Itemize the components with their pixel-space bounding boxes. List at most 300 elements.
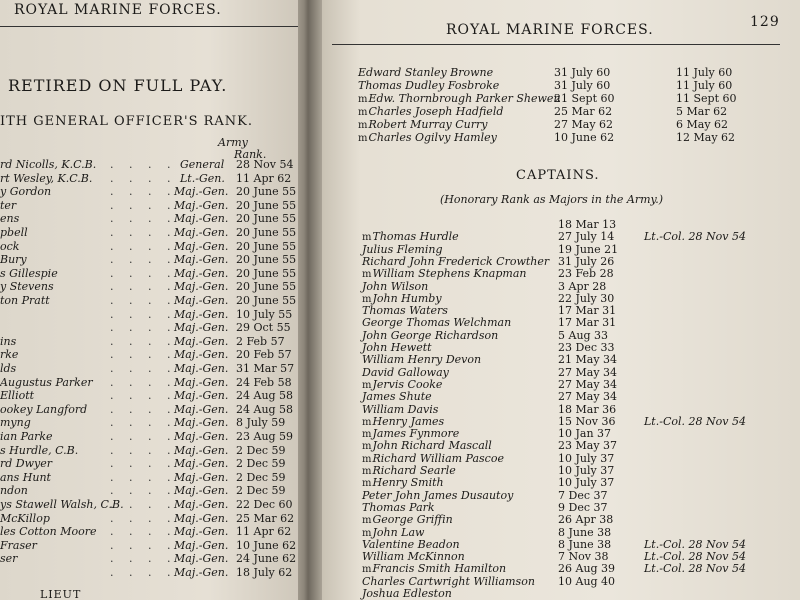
left-entry-row	[0, 280, 298, 294]
entry-date: 20 June 55	[236, 294, 297, 307]
captain-name-text: David Galloway	[362, 365, 449, 379]
officer-date-1: 27 May 62	[554, 118, 614, 131]
page-number: 129	[750, 14, 780, 30]
left-entry-row	[0, 348, 298, 362]
entry-name: ser	[0, 552, 18, 566]
entry-name: pbell	[0, 226, 28, 239]
leader-dots: . . . .	[110, 158, 177, 171]
left-entry-row	[0, 552, 298, 566]
leader-dots: . . . .	[110, 185, 177, 199]
left-entry-row	[0, 471, 298, 485]
officer-name	[358, 79, 499, 92]
captain-name-text: William Henry Devon	[362, 353, 482, 367]
leader-dots: . . . .	[110, 294, 177, 307]
leader-dots: . . . .	[110, 307, 177, 321]
entry-rank: Maj.-Gen.	[174, 498, 229, 511]
entry-date: 20 June 55	[236, 266, 297, 280]
leader-dots: . . . .	[110, 239, 177, 253]
captain-date: 3 Apr 28	[558, 279, 607, 293]
left-entry-row	[0, 362, 298, 376]
leader-dots: . . . .	[110, 226, 177, 239]
entry-name: Elliott	[0, 389, 35, 403]
entry-rank: General	[180, 158, 225, 171]
captain-name-text: William Stephens Knapman	[372, 267, 527, 281]
leader-dots: . . . .	[110, 457, 177, 471]
marker-glyph: m	[362, 429, 372, 441]
captain-name	[362, 439, 492, 452]
leader-dots: . . . .	[110, 362, 177, 375]
marker-glyph: m	[362, 379, 372, 391]
army-col-head: Army	[218, 136, 248, 149]
captain-name-text: Charles Cartwright Williamson	[362, 574, 535, 588]
left-entry-row	[0, 539, 298, 553]
entry-date: 25 Mar 62	[236, 511, 295, 525]
captain-name	[362, 403, 438, 416]
marker-glyph: m	[358, 133, 368, 144]
entry-date: 2 Dec 59	[236, 470, 286, 484]
marker-glyph: m	[362, 527, 372, 539]
entry-date: 20 June 55	[236, 212, 297, 226]
captain-name-text: William Davis	[362, 402, 439, 416]
entry-name: ock	[0, 239, 20, 253]
entry-name: rd Nicolls, K.C.B.	[0, 158, 97, 171]
captain-name	[362, 550, 465, 563]
left-entry-row	[0, 172, 298, 186]
left-head-rule	[0, 26, 298, 27]
entry-rank: Maj.-Gen.	[174, 321, 229, 335]
left-entry-row	[0, 457, 298, 471]
captain-date: 8 June 38	[558, 525, 612, 539]
captain-date: 31 July 26	[558, 254, 615, 268]
left-entry-row	[0, 512, 298, 526]
rank-col-head: Rank.	[234, 148, 267, 161]
captain-date: 27 July 14	[558, 230, 615, 244]
entry-date: 11 Apr 62	[236, 171, 292, 185]
entry-name: ens	[0, 212, 20, 226]
entry-name: Fraser	[0, 538, 37, 552]
entry-date: 2 Dec 59	[236, 484, 286, 498]
captain-date: 10 July 37	[558, 464, 615, 477]
captain-row	[362, 587, 782, 600]
captain-name-text: John Wilson	[362, 279, 429, 293]
honorary-rank: Lt.-Col. 28 Nov 54	[644, 562, 746, 576]
captain-name-text: John George Richardson	[362, 328, 499, 342]
captain-date: 21 May 34	[558, 353, 618, 367]
leader-dots: . . . .	[110, 348, 177, 362]
left-footer-fragment: LIEUT	[40, 588, 82, 600]
entry-date: 22 Dec 60	[236, 498, 293, 511]
captain-name	[362, 243, 443, 256]
captain-name-text: Richard Searle	[372, 464, 456, 477]
entry-name: ter	[0, 198, 17, 212]
captain-date: 10 July 37	[558, 476, 615, 490]
entry-rank: Maj.-Gen.	[174, 566, 229, 579]
captain-name-text: James Shute	[362, 390, 432, 404]
captain-date: 10 Aug 40	[558, 574, 616, 588]
captain-name-text: John Humby	[372, 291, 442, 305]
entry-rank: Maj.-Gen.	[174, 457, 229, 471]
captain-date: 15 Nov 36	[558, 414, 616, 428]
officer-date-2: 6 May 62	[676, 118, 729, 131]
marker-glyph: m	[362, 478, 372, 490]
marker-glyph: m	[358, 107, 368, 118]
leader-dots: . . . .	[110, 280, 177, 294]
right-running-head: ROYAL MARINE FORCES.	[446, 22, 654, 38]
entry-date: 20 Feb 57	[236, 348, 292, 362]
leader-dots: . . . .	[110, 321, 177, 335]
marker-glyph: m	[362, 564, 372, 576]
officer-name-text: Edward Stanley Browne	[358, 66, 494, 79]
entry-date: 24 Aug 58	[236, 402, 294, 416]
entry-rank: Maj.-Gen.	[174, 185, 229, 199]
entry-date: 20 June 55	[236, 185, 297, 199]
entry-rank: Maj.-Gen.	[174, 538, 229, 552]
entry-date: 20 June 55	[236, 280, 297, 294]
captain-date: 5 Aug 33	[558, 328, 609, 342]
officer-name	[358, 66, 493, 79]
left-entry-row	[0, 389, 298, 403]
captain-date: 26 Aug 39	[558, 562, 616, 576]
captain-name	[362, 575, 535, 588]
officer-name	[358, 92, 560, 105]
leader-dots: . . . .	[110, 525, 177, 539]
entry-date: 2 Dec 59	[236, 443, 286, 457]
left-entry-row	[0, 335, 298, 349]
captain-date: 17 Mar 31	[558, 304, 617, 318]
entry-date: 20 June 55	[236, 226, 297, 239]
captain-name-text: Jervis Cooke	[372, 377, 443, 391]
captain-name	[362, 329, 498, 342]
leader-dots: . . . .	[110, 511, 177, 525]
entry-date: 29 Oct 55	[236, 321, 291, 335]
left-entry-row	[0, 308, 298, 322]
captain-name-text: John Hewett	[362, 341, 432, 354]
entry-date: 24 Feb 58	[236, 375, 292, 389]
officer-date-1: 25 Mar 62	[554, 105, 613, 118]
entry-name: les Cotton Moore	[0, 525, 97, 539]
entry-name: rke	[0, 348, 19, 362]
captain-date: 18 Mar 13	[558, 218, 617, 231]
entry-name: rd Dwyer	[0, 457, 53, 471]
captain-name-text: John Law	[372, 525, 425, 539]
marker-glyph: m	[358, 94, 368, 105]
captain-name	[362, 255, 549, 268]
officer-row	[358, 118, 778, 132]
entry-name: Bury	[0, 253, 27, 267]
left-entry-row	[0, 240, 298, 254]
leader-dots: . . . .	[110, 484, 177, 498]
captain-name-text: George Thomas Welchman	[362, 316, 512, 330]
entry-rank: Maj.-Gen.	[174, 198, 229, 212]
left-running-head: ROYAL MARINE FORCES.	[14, 2, 222, 18]
entry-name: ton Pratt	[0, 294, 50, 307]
entry-date: 2 Dec 59	[236, 457, 286, 471]
leader-dots: . . . .	[110, 402, 177, 416]
left-entry-row	[0, 294, 298, 308]
leader-dots: . . . .	[110, 430, 177, 443]
captain-name	[362, 427, 459, 440]
entry-rank: Maj.-Gen.	[174, 253, 229, 267]
left-section-title: RETIRED ON FULL PAY.	[8, 76, 228, 95]
entry-rank: Maj.-Gen.	[174, 443, 229, 457]
entry-date: 31 Mar 57	[236, 362, 295, 375]
entry-rank: Maj.-Gen.	[174, 362, 229, 375]
entry-name: ins	[0, 334, 17, 348]
captain-name-text: Richard John Frederick Crowther	[362, 254, 550, 268]
leader-dots: . . . .	[110, 253, 177, 267]
entry-date: 18 July 62	[236, 566, 293, 579]
officer-date-2: 11 July 60	[676, 66, 733, 79]
captains-note: (Honorary Rank as Majors in the Army.)	[440, 193, 664, 206]
officer-date-2: 11 July 60	[676, 79, 733, 92]
officer-date-1: 31 July 60	[554, 79, 611, 92]
leader-dots: . . . .	[110, 266, 177, 280]
marker-glyph: m	[358, 120, 368, 131]
entry-rank: Maj.-Gen.	[174, 226, 229, 239]
captain-name	[362, 489, 513, 502]
entry-rank: Maj.-Gen.	[174, 212, 229, 226]
entry-date: 24 June 62	[236, 552, 297, 566]
entry-name: ian Parke	[0, 430, 53, 443]
officer-name-text: Charles Ogilvy Hamley	[368, 131, 497, 144]
officer-row	[358, 79, 778, 93]
marker-glyph: m	[362, 515, 372, 527]
captain-date: 7 Nov 38	[558, 550, 609, 564]
captain-name-text: Henry Smith	[372, 476, 444, 490]
entry-date: 11 Apr 62	[236, 525, 292, 539]
left-entry-row	[0, 498, 298, 512]
officer-row	[358, 105, 778, 119]
captain-date: 10 July 37	[558, 451, 615, 465]
entry-rank: Maj.-Gen.	[174, 416, 229, 430]
officer-name	[358, 105, 503, 118]
entry-date: 20 June 55	[236, 239, 297, 253]
left-entry-row	[0, 444, 298, 458]
right-page	[322, 0, 800, 600]
leader-dots: . . . .	[110, 498, 177, 511]
captain-name-text: Thomas Waters	[362, 304, 448, 318]
officer-date-2: 5 Mar 62	[676, 105, 728, 118]
left-entry-row	[0, 376, 298, 390]
officer-row	[358, 66, 778, 80]
entry-name: s Gillespie	[0, 266, 58, 280]
officer-date-2: 12 May 62	[676, 131, 736, 144]
captain-name	[362, 292, 442, 305]
left-entry-row	[0, 484, 298, 498]
entry-date: 10 July 55	[236, 307, 293, 321]
left-entry-row	[0, 212, 298, 226]
leader-dots: . . . .	[110, 416, 177, 430]
leader-dots: . . . .	[110, 171, 177, 185]
captain-date: 9 Dec 37	[558, 500, 608, 514]
officer-name-text: Thomas Dudley Fosbroke	[358, 79, 500, 92]
entry-name: myng	[0, 416, 31, 430]
entry-name: lds	[0, 362, 17, 375]
captain-name	[362, 562, 506, 575]
entry-rank: Maj.-Gen.	[174, 266, 229, 280]
officer-date-1: 10 June 62	[554, 131, 615, 144]
leader-dots: . . . .	[110, 552, 177, 566]
leader-dots: . . . .	[110, 538, 177, 552]
honorary-rank: Lt.-Col. 28 Nov 54	[644, 230, 746, 244]
entry-date: 20 June 55	[236, 253, 297, 267]
left-entry-row	[0, 525, 298, 539]
captain-date: 23 Feb 28	[558, 267, 614, 281]
captain-date: 7 Dec 37	[558, 488, 608, 502]
captain-name-text: Peter John James Dusautoy	[362, 488, 514, 502]
leader-dots: . . . .	[110, 198, 177, 212]
captain-name	[362, 316, 511, 329]
officer-row	[358, 92, 778, 106]
captain-name	[362, 464, 456, 477]
entry-rank: Maj.-Gen.	[174, 430, 229, 443]
honorary-rank: Lt.-Col. 28 Nov 54	[644, 537, 746, 551]
officer-name-text: Robert Murray Curry	[368, 118, 488, 131]
captain-name	[362, 378, 442, 391]
entry-date: 8 July 59	[236, 416, 286, 430]
left-entry-row	[0, 253, 298, 267]
captain-date: 23 May 37	[558, 439, 618, 453]
entry-name: y Stevens	[0, 280, 54, 294]
leader-dots: . . . .	[110, 375, 177, 389]
entry-rank: Maj.-Gen.	[174, 280, 229, 294]
left-page	[0, 0, 298, 600]
officer-name-text: Charles Joseph Hadfield	[368, 105, 504, 118]
captain-name	[362, 366, 449, 379]
captain-date: 23 Dec 33	[558, 341, 615, 354]
marker-glyph: m	[362, 293, 372, 305]
honorary-rank: Lt.-Col. 28 Nov 54	[644, 414, 746, 428]
honorary-rank: Lt.-Col. 28 Nov 54	[644, 550, 746, 564]
captain-date: 10 Jan 37	[558, 427, 612, 441]
entry-date: 28 Nov 54	[236, 158, 294, 171]
entry-name: y Gordon	[0, 185, 52, 199]
captain-name-text: William McKinnon	[362, 550, 465, 564]
entry-name: s Hurdle, C.B.	[0, 443, 79, 457]
entry-date: 24 Aug 58	[236, 389, 294, 403]
captain-date: 17 Mar 31	[558, 316, 617, 330]
entry-rank: Maj.-Gen.	[174, 470, 229, 484]
captain-name-text: George Griffin	[372, 513, 453, 527]
leader-dots: . . . .	[110, 566, 177, 579]
entry-name: rt Wesley, K.C.B.	[0, 171, 93, 185]
officer-date-1: 31 July 60	[554, 66, 611, 79]
entry-rank: Maj.-Gen.	[174, 334, 229, 348]
left-entry-row	[0, 199, 298, 213]
entry-name: McKillop	[0, 511, 50, 525]
left-entry-row	[0, 566, 298, 580]
marker-glyph: m	[362, 232, 372, 244]
captain-name	[362, 267, 526, 280]
captain-name	[362, 452, 504, 465]
captain-name-text: Valentine Beadon	[362, 537, 460, 551]
entry-date: 23 Aug 59	[236, 430, 294, 443]
left-entry-row	[0, 403, 298, 417]
captain-date: 18 Mar 36	[558, 402, 617, 416]
entry-rank: Maj.-Gen.	[174, 294, 229, 307]
captain-name-text: John Richard Mascall	[372, 439, 492, 453]
entry-rank: Maj.-Gen.	[174, 375, 229, 389]
left-entry-row	[0, 226, 298, 240]
leader-dots: . . . .	[110, 470, 177, 484]
left-entry-row	[0, 321, 298, 335]
captain-name-text: Richard William Pascoe	[372, 451, 504, 465]
captain-name	[362, 513, 453, 526]
captain-date: 27 May 34	[558, 365, 618, 379]
captain-date: 22 July 30	[558, 291, 615, 305]
marker-glyph: m	[362, 453, 372, 465]
marker-glyph: m	[362, 416, 372, 428]
captain-name-text: Francis Smith Hamilton	[372, 562, 507, 576]
left-section-subtitle: ITH GENERAL OFFICER'S RANK.	[0, 114, 254, 129]
captain-name	[362, 390, 432, 403]
entry-rank: Maj.-Gen.	[174, 239, 229, 253]
entry-rank: Maj.-Gen.	[174, 552, 229, 566]
marker-glyph: m	[362, 466, 372, 477]
captain-name	[362, 526, 424, 539]
captain-name	[362, 538, 460, 551]
entry-date: 2 Feb 57	[236, 334, 285, 348]
captain-date: 27 May 34	[558, 377, 618, 391]
entry-rank: Maj.-Gen.	[174, 402, 229, 416]
entry-name: ookey Langford	[0, 402, 88, 416]
officer-date-2: 11 Sept 60	[676, 92, 737, 105]
marker-glyph: m	[362, 441, 372, 453]
officer-row	[358, 131, 778, 145]
left-entry-row	[0, 416, 298, 430]
captain-name-text: Thomas Hurdle	[372, 230, 459, 244]
officer-date-1: 21 Sept 60	[554, 92, 615, 105]
leader-dots: . . . .	[110, 389, 177, 403]
entry-name: ys Stawell Walsh, C.B.	[0, 498, 124, 511]
captain-name-text: James Fynmore	[372, 427, 460, 441]
leader-dots: . . . .	[110, 334, 177, 348]
marker-glyph: m	[362, 269, 372, 281]
captains-title: CAPTAINS.	[516, 168, 600, 183]
officer-name	[358, 131, 497, 144]
leader-dots: . . . .	[110, 212, 177, 226]
left-entry-row	[0, 430, 298, 444]
entry-rank: Maj.-Gen.	[174, 348, 229, 362]
left-entry-row	[0, 158, 298, 172]
captain-name-text: Joshua Edleston	[362, 587, 452, 600]
captain-date: 8 June 38	[558, 537, 612, 551]
entry-rank: Maj.-Gen.	[174, 484, 229, 498]
officer-name	[358, 118, 487, 131]
entry-name: ndon	[0, 484, 28, 498]
captain-name	[362, 304, 448, 317]
left-entry-row	[0, 185, 298, 199]
captain-name	[362, 280, 428, 293]
entry-rank: Maj.-Gen.	[174, 389, 229, 403]
captain-name	[362, 587, 452, 600]
right-head-rule	[332, 44, 780, 45]
captain-date: 19 June 21	[558, 242, 619, 256]
entry-rank: Maj.-Gen.	[174, 307, 229, 321]
captain-name	[362, 415, 444, 428]
captain-name-text: Thomas Park	[362, 500, 435, 514]
officer-name-text: Edw. Thornbrough Parker Shewen	[368, 92, 561, 105]
captain-name-text: Julius Fleming	[362, 242, 443, 256]
captain-date: 26 Apr 38	[558, 513, 614, 527]
entry-date: 10 June 62	[236, 538, 297, 552]
entry-rank: Maj.-Gen.	[174, 525, 229, 539]
captain-date: 27 May 34	[558, 390, 618, 404]
captain-name	[362, 341, 432, 354]
captain-name-text: Henry James	[372, 414, 445, 428]
entry-rank: Lt.-Gen.	[180, 171, 225, 185]
leader-dots: . . . .	[110, 443, 177, 457]
